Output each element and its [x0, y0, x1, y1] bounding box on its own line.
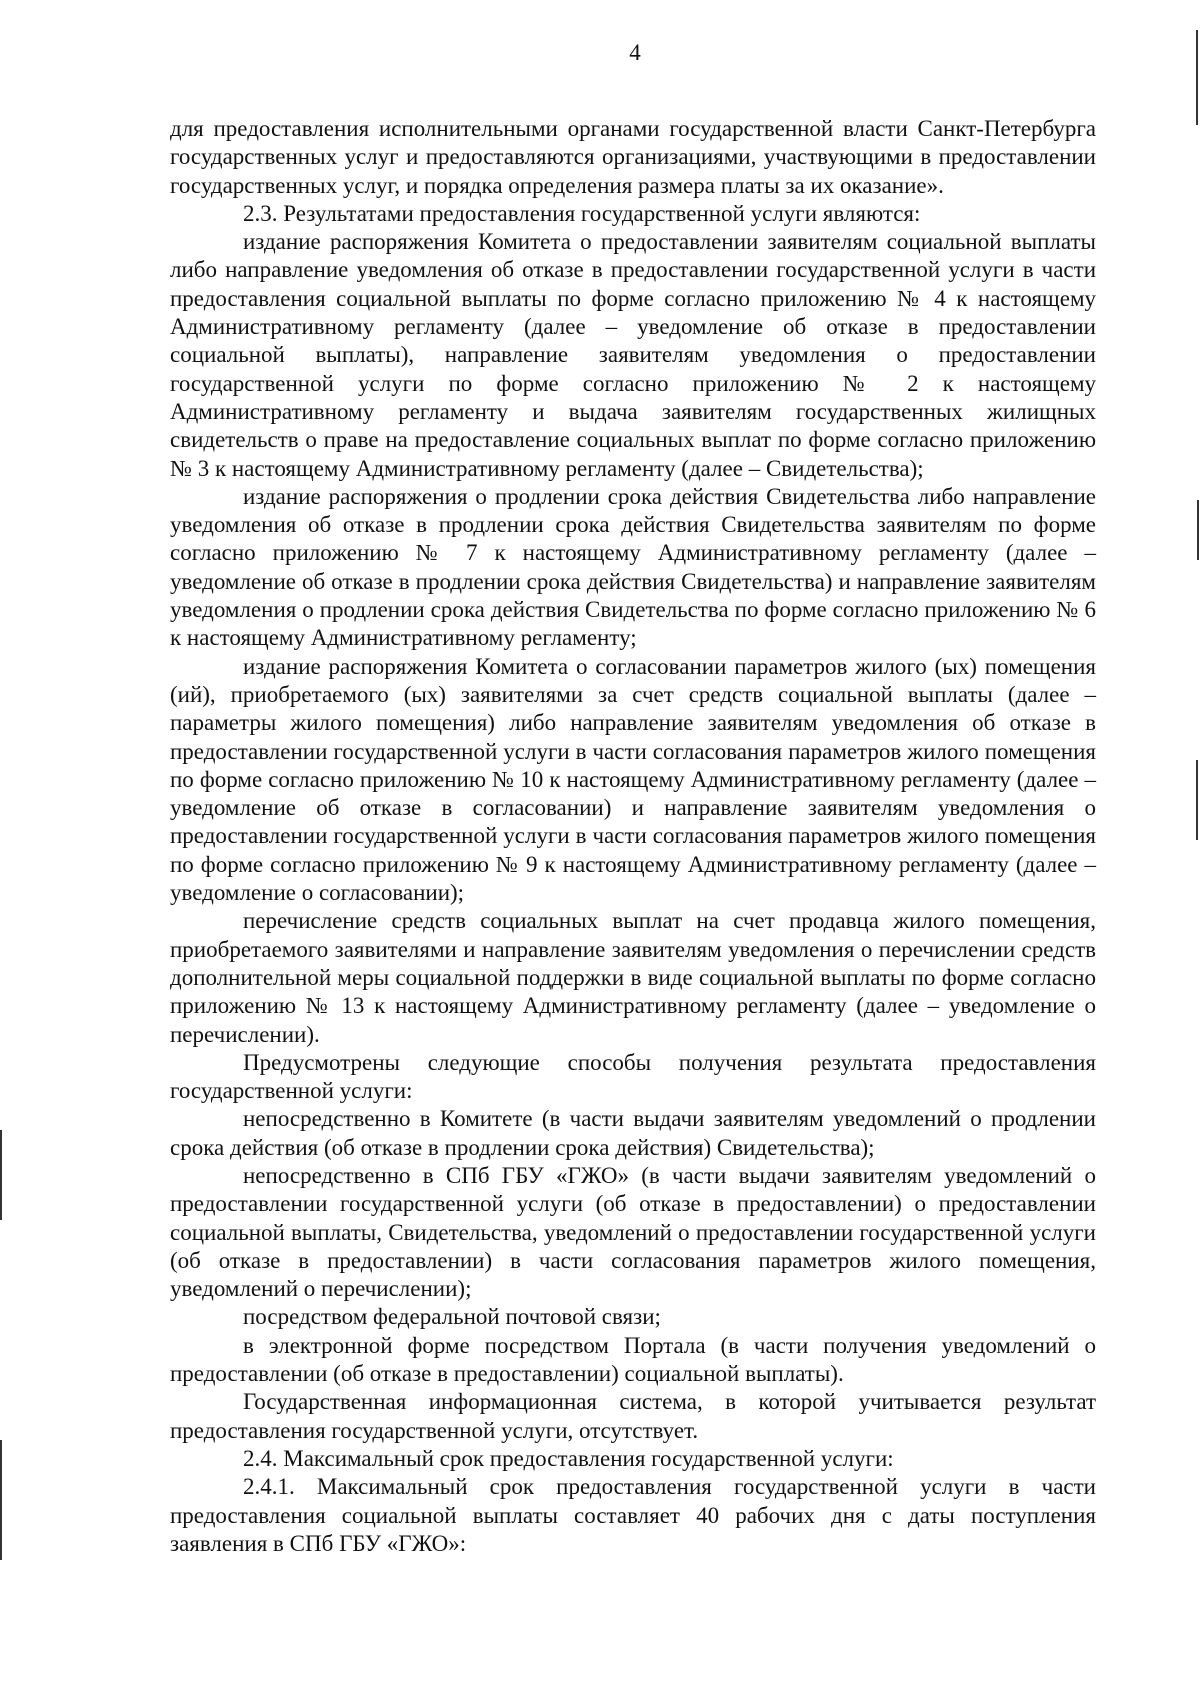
paragraph-method-portal: в электронной форме посредством Портала (в части получения уведомлений о предоставлении (об отказе в предоставлении) социальной выплаты).	[170, 1332, 1096, 1387]
paragraph-section-2-4-1: 2.4.1. Максимальный срок предоставления государственной услуги в части предоставления социальной выплаты составляет 40 рабочих дня с даты поступления заявления в СПб ГБУ «ГЖО»:	[170, 1474, 1096, 1556]
paragraph-methods-heading: Предусмотрены следующие способы получения результата предоставления государственной услуги:	[170, 1049, 1096, 1104]
scan-edge-mark	[1196, 30, 1198, 125]
paragraph-result-extension: издание распоряжения о продлении срока действия Свидетельства либо направление уведомления об отказе в продлении срока действия Свидетельства заявителям по форме согласно приложению № 7 к настоящему Административному регламенту (далее – уведомление об отказе в продлении срока действия Свидетельства) и направление заявителям уведомления о продлении срока действия Свидетельства по форме согласно приложению № 6 к настоящему Административному регламенту;	[170, 483, 1096, 651]
scan-edge-mark	[0, 1130, 2, 1220]
paragraph-information-system: Государственная информационная система, в которой учитывается результат предоставления государственной услуги, отсутствует.	[170, 1389, 1096, 1443]
paragraph-results-heading: 2.3. Результатами предоставления государственной услуги являются:	[243, 200, 921, 226]
scan-edge-mark	[0, 1440, 2, 1560]
scan-edge-mark	[1197, 500, 1199, 560]
paragraph-result-housing-parameters: издание распоряжения Комитета о согласовании параметров жилого (ых) помещения (ий), приобретаемого (ых) заявителями за счет средств социальной выплаты (далее – параметры жилого помещения) либо направление заявителям уведомления об отказе в предоставлении государственной услуги в части согласования параметров жилого помещения по форме согласно приложению № 10 к настоящему Административному регламенту (далее – уведомление об отказе в согласовании) и направление заявителям уведомления о предоставлении государственной услуги в части согласования параметров жилого помещения по форме согласно приложению № 9 к настоящему Административному регламенту (далее – уведомление о согласовании);	[170, 653, 1096, 906]
scan-edge-mark	[1196, 760, 1198, 840]
paragraph-continuation: для предоставления исполнительными органами государственной власти Санкт-Петербурга государственных услуг и предоставляются организациями, участвующими в предоставлении государственных услуг, и порядка определения размера платы за их оказание».	[170, 116, 1096, 198]
document-body	[170, 115, 1096, 1558]
paragraph-section-2-4: 2.4. Максимальный срок предоставления государственной услуги:	[243, 1445, 894, 1471]
paragraph-method-committee: непосредственно в Комитете (в части выдачи заявителям уведомлений о продлении срока действия (об отказе в продлении срока действия) Свидетельства);	[170, 1106, 1096, 1160]
paragraph-method-post: посредством федеральной почтовой связи;	[243, 1304, 661, 1330]
paragraph-method-gzho: непосредственно в СПб ГБУ «ГЖО» (в части выдачи заявителям уведомлений о предоставлении государственной услуги (об отказе в предоставлении) о предоставлении социальной выплаты, Свидетельства, уведомлений о предоставлении государственной услуги (об отказе в предоставлении) в части согласования параметров жилого помещения, уведомлений о перечислении);	[170, 1162, 1096, 1302]
paragraph-result-social-payment: издание распоряжения Комитета о предоставлении заявителям социальной выплаты либо направление уведомления об отказе в предоставлении государственной услуги в части предоставления социальной выплаты по форме согласно приложению № 4 к настоящему Административному регламенту (далее – уведомление об отказе в предоставлении социальной выплаты), направление заявителям уведомления о предоставлении государственной услуги по форме согласно приложению № 2 к настоящему Административному регламенту и выдача заявителям государственных жилищных свидетельств о праве на предоставление социальных выплат по форме согласно приложению № 3 к настоящему Административному регламенту (далее – Свидетельства);	[170, 229, 1096, 481]
paragraph-result-transfer: перечисление средств социальных выплат на счет продавца жилого помещения, приобретаемого заявителями и направление заявителям уведомления о перечислении средств дополнительной меры социальной поддержки в виде социальной выплаты по форме согласно приложению № 13 к настоящему Административному регламенту (далее – уведомление о перечислении).	[170, 908, 1096, 1047]
page-number: 4	[629, 40, 641, 65]
